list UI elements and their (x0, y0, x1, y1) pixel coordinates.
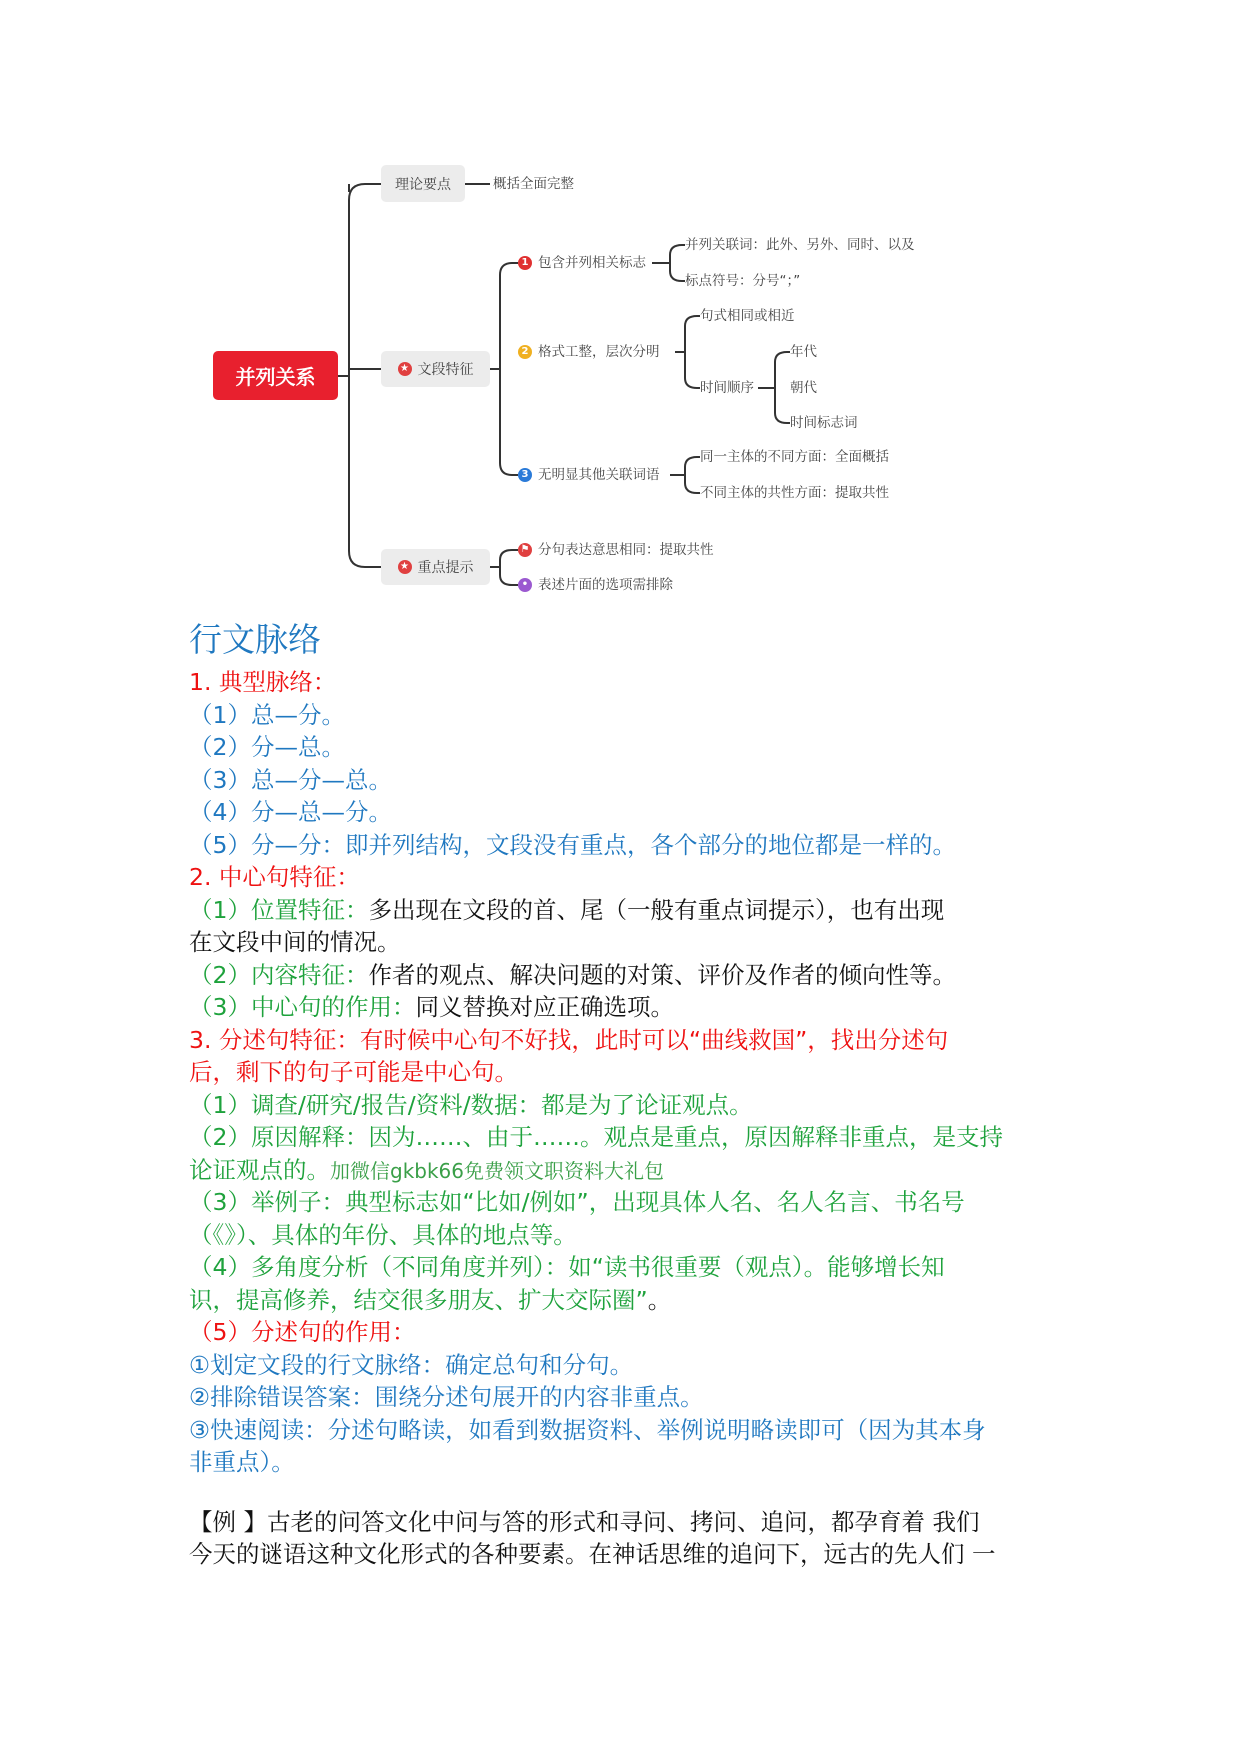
text-segment: 识，提高修养，结交很多朋友、扩大交际圈” (189, 1285, 648, 1314)
tip-item-label: 分句表达意思相同：提取共性 (538, 542, 714, 558)
text-segment: 加微信gkbk66免费领文职资料大礼包 (330, 1158, 665, 1183)
text-line (189, 796, 1089, 829)
text-segment: 论证观点的。 (189, 1155, 330, 1184)
star-badge-icon: ★ (398, 560, 412, 574)
blank-line (189, 1479, 1089, 1506)
document-body (189, 620, 1089, 1571)
text-line (189, 894, 1089, 927)
text-segment: （3）中心句的作用： (189, 993, 416, 1021)
tip-item-2 (518, 576, 673, 594)
text-segment: （1）调查/研究/报告/资料/数据：都是为了论证观点。 (189, 1090, 753, 1119)
section-heading: 行文脉络 (189, 620, 321, 659)
time-order-child-3: 时间标志词 (790, 415, 858, 431)
text-line (189, 1024, 1089, 1057)
text-line (189, 731, 1089, 764)
text-segment: 【例 】古老的问答文化中问与答的形式和寻问、拷问、追问，都孕育着 我们 (189, 1507, 980, 1536)
text-line (189, 1381, 1089, 1414)
branch-features-label: 文段特征 (417, 362, 474, 378)
branch-theory-label: 理论要点 (395, 176, 451, 193)
text-segment: ②排除错误答案：围绕分述句展开的内容非重点。 (189, 1383, 704, 1411)
branch-theory-node (381, 165, 465, 202)
time-order-child-1: 年代 (790, 344, 817, 360)
feature-item-3 (518, 466, 660, 484)
text-line (189, 1154, 1089, 1187)
feature-item-label: 无明显其他关联词语 (538, 467, 660, 483)
text-line (189, 764, 1089, 797)
text-segment: （1）总—分。 (189, 700, 345, 729)
text-line (189, 926, 1089, 959)
feature-1-child-1: 并列关联词：此外、另外、同时、以及 (685, 237, 915, 253)
text-segment: （1）位置特征： (189, 895, 369, 924)
text-line (189, 959, 1089, 992)
text-line (189, 1251, 1089, 1284)
feature-2-child-1: 句式相同或相近 (700, 308, 795, 324)
feature-item-label: 包含并列相关标志 (538, 255, 646, 271)
text-segment: 1. 典型脉络： (189, 668, 337, 696)
branch-tips-node (381, 549, 490, 585)
text-line (189, 1121, 1089, 1154)
number-2-icon: 2 (518, 345, 532, 359)
text-line (189, 1056, 1089, 1089)
text-line (189, 1219, 1089, 1252)
text-segment: （5）分—分：即并列结构，文段没有重点，各个部分的地位都是一样的。 (189, 830, 956, 859)
text-segment: （《》）、具体的年份、具体的地点等。 (189, 1220, 577, 1249)
time-order-child-2: 朝代 (790, 380, 817, 396)
text-segment: （4）多角度分析（不同角度并列）：如“读书很重要（观点）。能够增长知 (189, 1253, 945, 1281)
text-line (189, 1089, 1089, 1122)
text-lines (189, 666, 1089, 1571)
root-label: 并列关系 (235, 365, 316, 389)
text-segment: 多出现在文段的首、尾（一般有重点词提示），也有出现 (368, 895, 945, 924)
text-line (189, 699, 1089, 732)
feature-3-child-2: 不同主体的共性方面：提取共性 (700, 485, 889, 501)
mind-map (0, 0, 1240, 640)
feature-item-2 (518, 343, 660, 361)
flag-icon: ⚑ (518, 543, 532, 557)
text-line (189, 1446, 1089, 1479)
text-line (189, 1284, 1089, 1317)
text-segment: 。 (647, 1285, 672, 1314)
star-badge-icon: ★ (398, 362, 412, 376)
text-segment: 2. 中心句特征： (189, 863, 360, 891)
text-segment: （5）分述句的作用： (189, 1318, 416, 1346)
number-1-icon: 1 (518, 256, 532, 270)
number-3-icon: 3 (518, 468, 532, 482)
text-segment: ③快速阅读：分述句略读，如看到数据资料、举例说明略读即可（因为其本身 (189, 1415, 986, 1444)
root-node (213, 351, 338, 400)
text-segment: ①划定文段的行文脉络：确定总句和分句。 (189, 1350, 634, 1379)
text-line (189, 666, 1089, 699)
text-segment: 同义替换对应正确选项。 (415, 993, 674, 1021)
text-segment: 今天的谜语这种文化形式的各种要素。在神话思维的追问下，远古的先人们 一 (189, 1540, 996, 1568)
text-line (189, 1349, 1089, 1382)
theory-child: 概括全面完整 (493, 176, 574, 192)
devil-icon: • (518, 578, 532, 592)
feature-2-child-2: 时间顺序 (700, 380, 754, 396)
text-segment: 3. 分述句特征：有时候中心句不好找，此时可以“曲线救国”，找出分述句 (189, 1025, 949, 1054)
text-segment: （4）分—总—分。 (189, 798, 392, 826)
text-segment: （2）分—总。 (189, 733, 345, 761)
text-line (189, 861, 1089, 894)
text-segment: 后，剩下的句子可能是中心句。 (189, 1058, 518, 1086)
text-line (189, 1316, 1089, 1349)
branch-features-node (381, 351, 490, 387)
tip-item-1 (518, 541, 714, 559)
branch-tips-label: 重点提示 (417, 560, 474, 576)
feature-item-label: 格式工整，层次分明 (538, 344, 660, 360)
text-line (189, 1538, 1089, 1571)
text-segment: 作者的观点、解决问题的对策、评价及作者的倾向性等。 (368, 960, 956, 989)
feature-3-child-1: 同一主体的不同方面：全面概括 (700, 449, 889, 465)
text-line (189, 1506, 1089, 1539)
text-line (189, 829, 1089, 862)
text-segment: （3）举例子：典型标志如“比如/例如”，出现具体人名、名人名言、书名号 (189, 1188, 965, 1216)
feature-item-1 (518, 254, 646, 272)
text-segment: （2）内容特征： (189, 960, 369, 989)
tip-item-label: 表述片面的选项需排除 (538, 577, 673, 593)
feature-1-child-2: 标点符号：分号“；” (685, 273, 801, 289)
text-line (189, 1414, 1089, 1447)
text-line (189, 991, 1089, 1024)
text-line (189, 1186, 1089, 1219)
text-segment: 在文段中间的情况。 (189, 928, 401, 956)
text-segment: 非重点）。 (189, 1448, 295, 1476)
text-segment: （3）总—分—总。 (189, 765, 392, 794)
text-segment: （2）原因解释：因为……、由于……。观点是重点，原因解释非重点，是支持 (189, 1123, 1003, 1151)
